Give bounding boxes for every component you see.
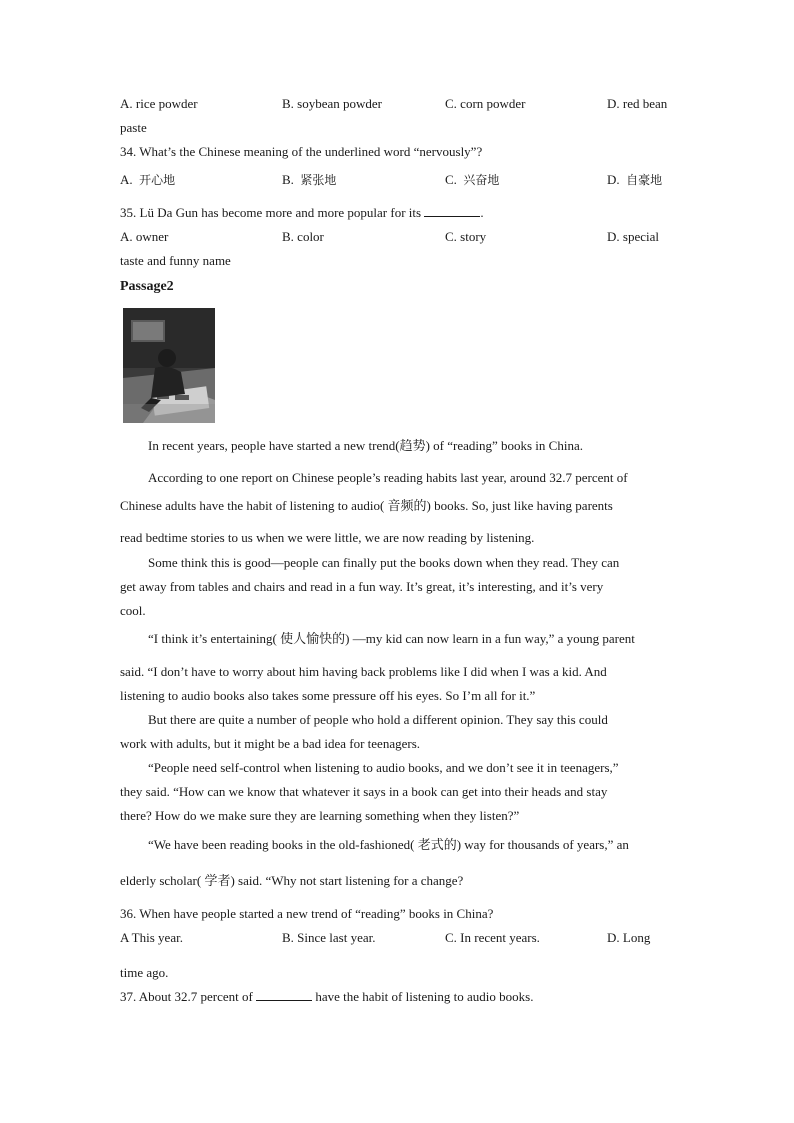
paragraph-7-line-1: “We have been reading books in the old-fashioned( 老式的) way for thousands of years,” an [148, 837, 629, 852]
paragraph-7-line-2: elderly scholar( 学者) said. “Why not start listening for a change? [120, 873, 464, 888]
paragraph-6-line-3: there? How do we make sure they are learning something when they listen?” [120, 808, 520, 823]
q36-stem: 36. When have people started a new trend of “reading” books in China? [120, 906, 494, 921]
q36-option-b[interactable]: B. Since last year. [282, 930, 376, 945]
paragraph-5-line-1: But there are quite a number of people who hold a different opinion. They say this could [148, 712, 608, 727]
q36-option-c[interactable]: C. In recent years. [445, 930, 540, 945]
q36-option-a[interactable]: A This year. [120, 930, 183, 945]
q33-option-b[interactable]: B. soybean powder [282, 96, 383, 111]
q33-options [120, 96, 674, 112]
child-reading-photo [123, 308, 215, 423]
answer-blank[interactable] [256, 989, 312, 1001]
q34-option-d[interactable]: D. 自豪地 [607, 172, 663, 187]
q34-stem: 34. What’s the Chinese meaning of the underlined word “nervously”? [120, 144, 483, 159]
paragraph-6-line-1: “People need self-control when listening to audio books, and we don’t see it in teenagers,” [148, 760, 619, 775]
q34-option-a[interactable]: A. 开心地 [120, 172, 176, 187]
answer-blank[interactable] [424, 205, 480, 217]
paragraph-3-line-1: Some think this is good—people can finally put the books down when they read. They can [148, 555, 620, 570]
paragraph-1: In recent years, people have started a new trend(趋势) of “reading” books in China. [148, 438, 583, 453]
q34-option-b[interactable]: B. 紧张地 [282, 172, 337, 187]
q35-option-c[interactable]: C. story [445, 229, 487, 244]
q34-options [120, 172, 674, 188]
paragraph-4-line-3: listening to audio books also takes some pressure off his eyes. So I’m all for it.” [120, 688, 536, 703]
q35-option-b[interactable]: B. color [282, 229, 324, 244]
q35-stem: 35. Lü Da Gun has become more and more popular for its . [120, 205, 484, 220]
paragraph-2-line-1: According to one report on Chinese people’s reading habits last year, around 32.7 percent of [148, 470, 628, 485]
q35-option-d[interactable]: D. special [607, 229, 659, 244]
paragraph-6-line-2: they said. “How can we know that whatever it says in a book can get into their heads and stay [120, 784, 608, 799]
q35-options [120, 229, 674, 245]
q33-option-d[interactable]: D. red bean [607, 96, 668, 111]
q36-options [120, 930, 674, 946]
q36-option-d[interactable]: D. Long [607, 930, 651, 945]
q36-option-d-continued: time ago. [120, 965, 169, 980]
q33-option-d-continued: paste [120, 120, 147, 135]
q35-option-d-continued: taste and funny name [120, 253, 231, 268]
paragraph-3-line-2: get away from tables and chairs and read in a fun way. It’s great, it’s interesting, and it’s very [120, 579, 604, 594]
q33-option-a[interactable]: A. rice powder [120, 96, 198, 111]
q33-option-c[interactable]: C. corn powder [445, 96, 526, 111]
q35-option-a[interactable]: A. owner [120, 229, 169, 244]
paragraph-5-line-2: work with adults, but it might be a bad idea for teenagers. [120, 736, 421, 751]
paragraph-2-line-3: read bedtime stories to us when we were little, we are now reading by listening. [120, 530, 535, 545]
paragraph-4-line-2: said. “I don’t have to worry about him having back problems like I did when I was a kid. And [120, 664, 607, 679]
passage-title: Passage2 [120, 279, 174, 294]
paragraph-2-line-2: Chinese adults have the habit of listening to audio( 音频的) books. So, just like having parents [120, 498, 613, 513]
passage-photo [123, 308, 215, 423]
paragraph-4-line-1: “I think it’s entertaining( 使人愉快的) —my kid can now learn in a fun way,” a young parent [148, 631, 635, 646]
paragraph-3-line-3: cool. [120, 603, 146, 618]
q37-stem: 37. About 32.7 percent of have the habit of listening to audio books. [120, 989, 534, 1004]
q34-option-c[interactable]: C. 兴奋地 [445, 172, 500, 187]
